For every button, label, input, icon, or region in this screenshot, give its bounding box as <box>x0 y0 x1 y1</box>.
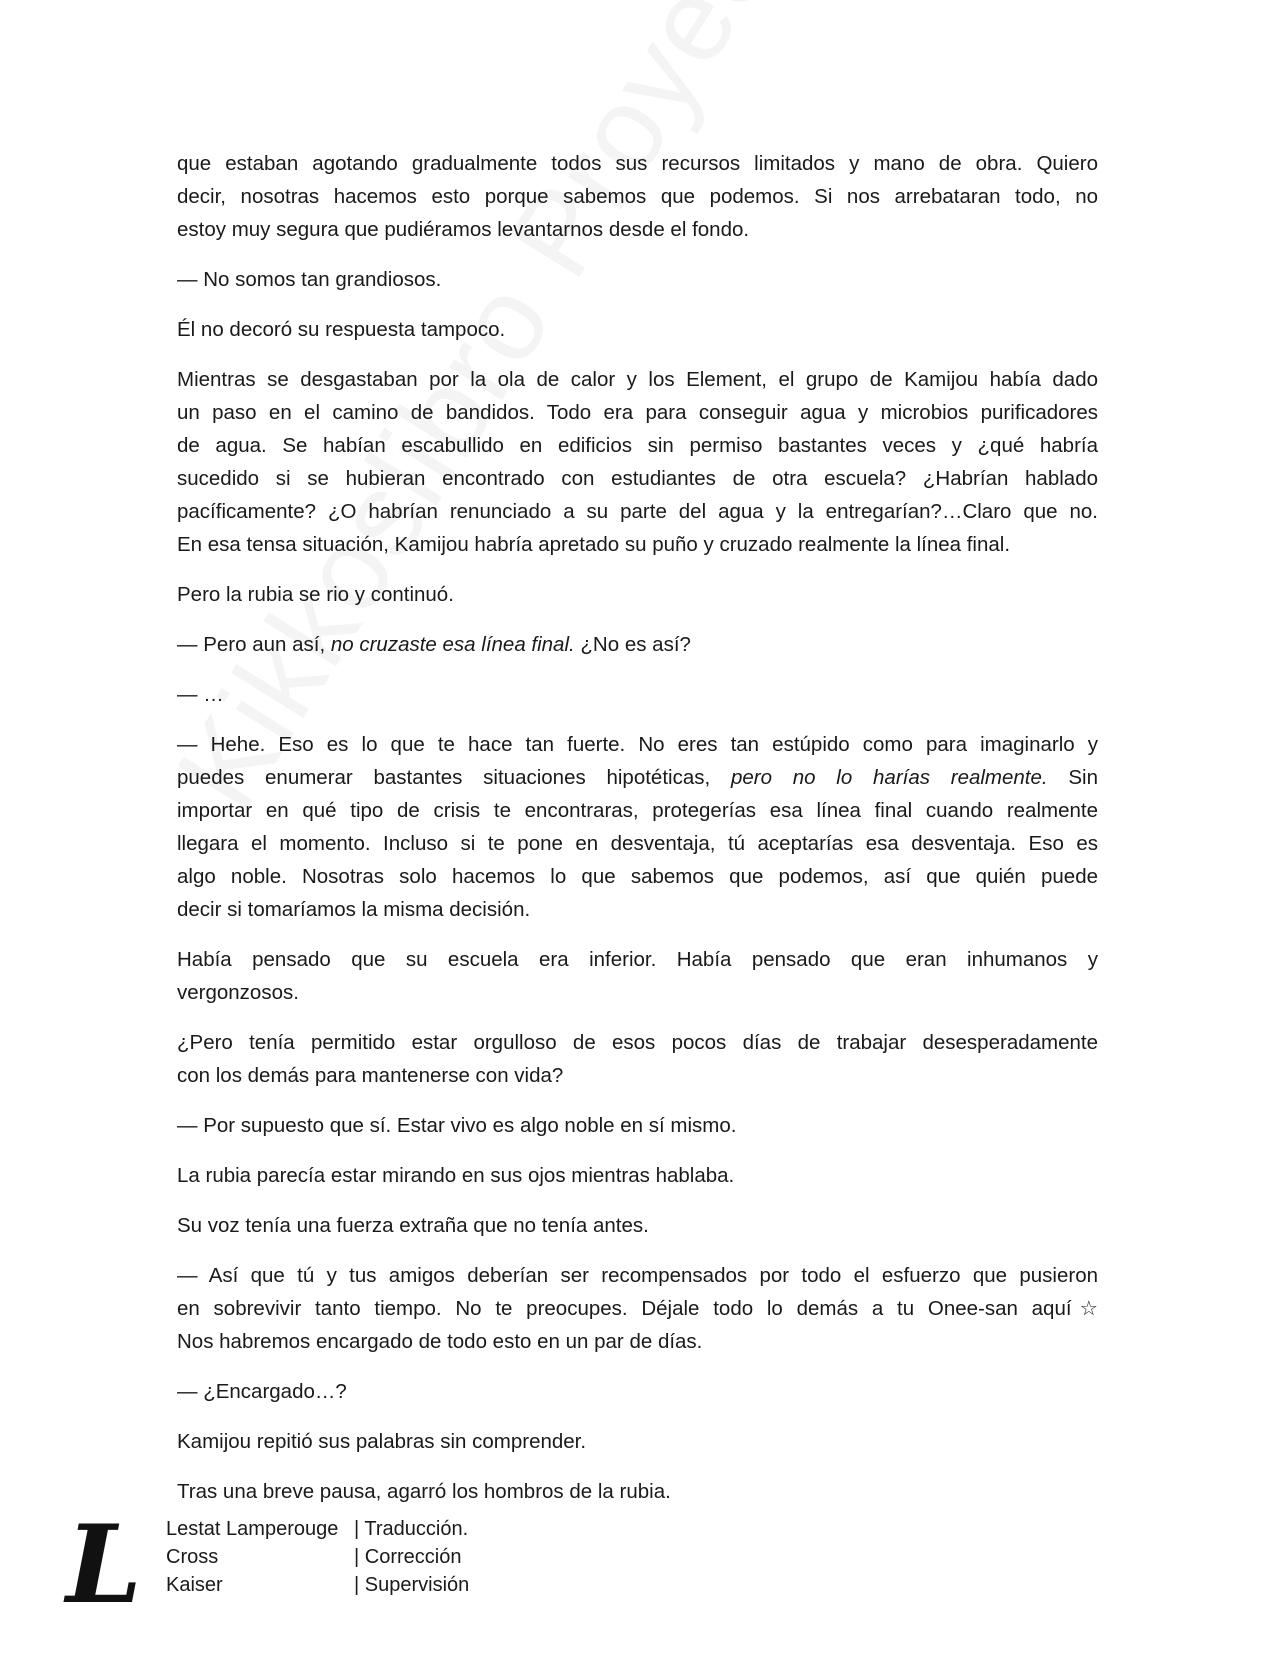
text-line: importar en qué tipo de crisis te encontraras, protegerías esa línea final cuando realmente <box>177 799 1098 822</box>
text-line: de agua. Se habían escabullido en edificios sin permiso bastantes veces y ¿qué habría <box>177 434 1098 457</box>
credits-list <box>166 1515 469 1599</box>
text-line: — No somos tan grandiosos. <box>177 268 442 291</box>
text-line: Él no decoró su respuesta tampoco. <box>177 318 506 341</box>
text-line: ¿Pero tenía permitido estar orgulloso de esos pocos días de trabajar desesperadamente <box>177 1031 1098 1054</box>
text-line: decir, nosotras hacemos esto porque sabemos que podemos. Si nos arrebataran todo, no <box>177 185 1098 208</box>
paragraph <box>177 147 1098 246</box>
text-line: — Pero aun así, no cruzaste esa línea final. ¿No es así? <box>177 633 691 656</box>
paragraph <box>177 263 1098 296</box>
paragraph <box>177 628 1098 661</box>
text-line: decir si tomaríamos la misma decisión. <box>177 898 531 921</box>
emphasis-text: no cruzaste esa línea final. <box>330 633 575 656</box>
paragraph <box>177 728 1098 926</box>
text-line: con los demás para mantenerse con vida? <box>177 1064 564 1087</box>
text-line: llegara el momento. Incluso si te pone en desventaja, tú aceptarías esa desventaja. Eso es <box>177 832 1098 855</box>
emphasis-text: pero no lo harías realmente. <box>730 766 1048 789</box>
paragraph <box>177 943 1098 1009</box>
text-line: pacíficamente? ¿O habrían renunciado a su parte del agua y la entregarían?…Claro que no. <box>177 500 1098 523</box>
paragraph <box>177 363 1098 561</box>
paragraph <box>177 678 1098 711</box>
text-line: estoy muy segura que pudiéramos levantarnos desde el fondo. <box>177 218 750 241</box>
paragraph <box>177 1209 1098 1242</box>
paragraph <box>177 1259 1098 1358</box>
credit-role: | Traducción. <box>354 1515 468 1543</box>
credit-name: Cross <box>166 1546 219 1568</box>
text-line: Su voz tenía una fuerza extraña que no tenía antes. <box>177 1214 649 1237</box>
text-line: sucedido si se hubieran encontrado con estudiantes de otra escuela? ¿Habrían hablado <box>177 467 1098 490</box>
credit-row <box>166 1515 469 1543</box>
page-footer <box>60 1502 620 1628</box>
paragraph <box>177 313 1098 346</box>
credit-role: | Supervisión <box>354 1571 469 1599</box>
text-line: — … <box>177 683 224 706</box>
credit-role: | Corrección <box>354 1543 461 1571</box>
text-line: que estaban agotando gradualmente todos sus recursos limitados y mano de obra. Quiero <box>177 152 1098 175</box>
text-line: — Por supuesto que sí. Estar vivo es algo noble en sí mismo. <box>177 1114 737 1137</box>
paragraph <box>177 1109 1098 1142</box>
text-line: La rubia parecía estar mirando en sus ojos mientras hablaba. <box>177 1164 735 1187</box>
credit-row <box>166 1543 469 1571</box>
credit-name: Lestat Lamperouge <box>166 1518 339 1540</box>
text-line: Tras una breve pausa, agarró los hombros de la rubia. <box>177 1480 671 1503</box>
paragraph <box>177 1159 1098 1192</box>
paragraph <box>177 578 1098 611</box>
l-logo-icon: L <box>66 1502 142 1628</box>
text-line: — Hehe. Eso es lo que te hace tan fuerte. No eres tan estúpido como para imaginarlo y <box>177 733 1098 756</box>
text-line: — Así que tú y tus amigos deberían ser recompensados por todo el esfuerzo que pusieron <box>177 1264 1098 1287</box>
text-line: en sobrevivir tanto tiempo. No te preocupes. Déjale todo lo demás a tu Onee-san aquí☆ <box>177 1297 1098 1320</box>
text-line: un paso en el camino de bandidos. Todo era para conseguir agua y microbios purificadores <box>177 401 1098 424</box>
credit-row <box>166 1571 469 1599</box>
text-line: puedes enumerar bastantes situaciones hipotéticas, pero no lo harías realmente. Sin <box>177 766 1098 789</box>
text-line: Nos habremos encargado de todo esto en un par de días. <box>177 1330 703 1353</box>
credit-name: Kaiser <box>166 1574 223 1596</box>
text-line: Pero la rubia se rio y continuó. <box>177 583 454 606</box>
document-body <box>177 147 1098 1525</box>
text-line: Había pensado que su escuela era inferior. Había pensado que eran inhumanos y <box>177 948 1098 971</box>
text-line: algo noble. Nosotras solo hacemos lo que sabemos que podemos, así que quién puede <box>177 865 1098 888</box>
text-line: — ¿Encargado…? <box>177 1380 347 1403</box>
text-line: vergonzosos. <box>177 981 299 1004</box>
paragraph <box>177 1026 1098 1092</box>
paragraph <box>177 1475 1098 1508</box>
text-line: Mientras se desgastaban por la ola de calor y los Element, el grupo de Kamijou había dado <box>177 368 1098 391</box>
text-line: En esa tensa situación, Kamijou habría apretado su puño y cruzado realmente la línea final. <box>177 533 1011 556</box>
paragraph <box>177 1375 1098 1408</box>
text-line: Kamijou repitió sus palabras sin comprender. <box>177 1430 587 1453</box>
paragraph <box>177 1425 1098 1458</box>
